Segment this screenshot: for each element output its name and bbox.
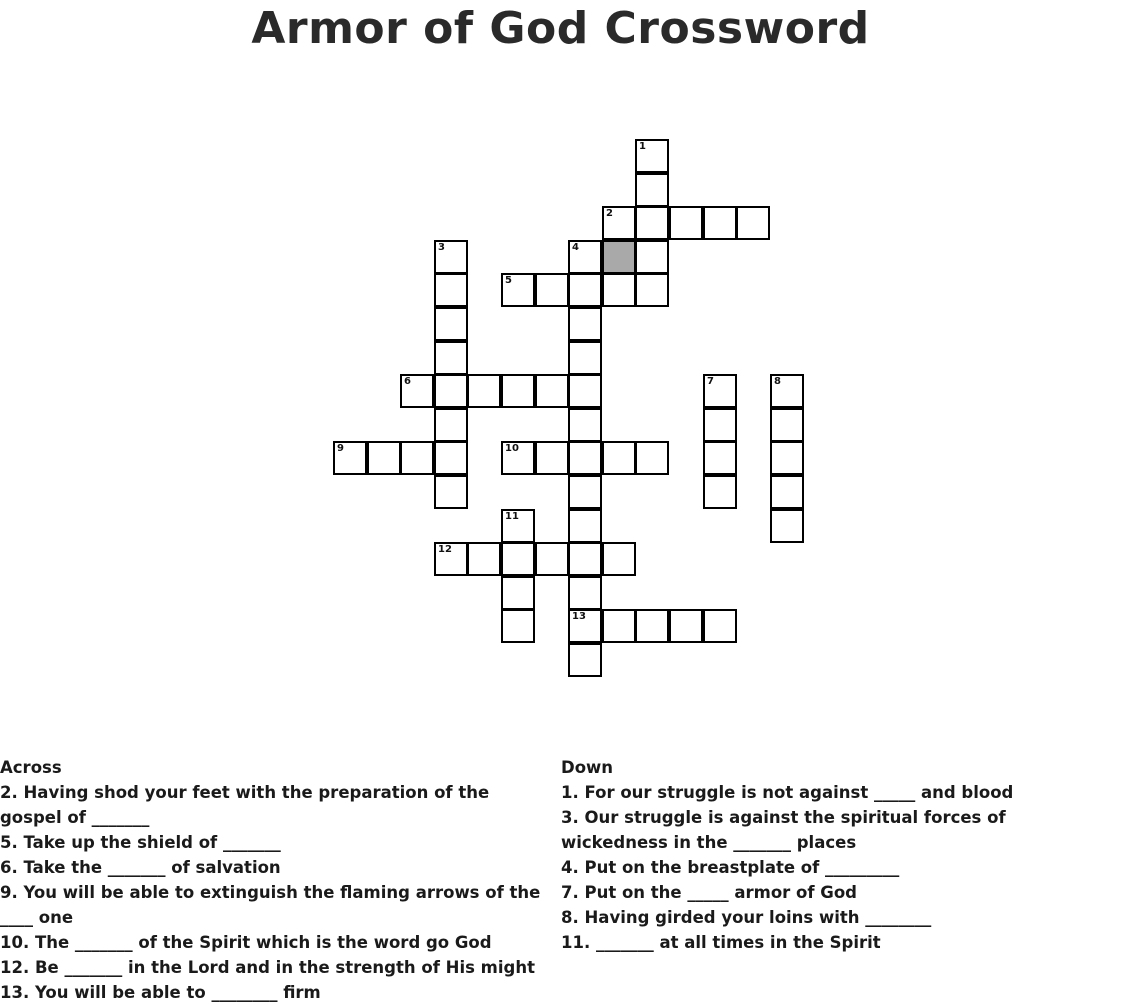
cell-number: 7	[707, 376, 714, 387]
clue-across-9[interactable]	[0, 880, 556, 930]
grid-cell[interactable]	[602, 609, 636, 643]
clue-text: Be _______ in the Lord and in the strength of His might	[34, 958, 535, 977]
grid-cell[interactable]	[568, 576, 602, 610]
grid-cell[interactable]	[635, 609, 669, 643]
grid-cell[interactable]	[535, 273, 569, 307]
grid-cell[interactable]	[770, 374, 804, 408]
grid-cell[interactable]	[568, 509, 602, 543]
grid-cell[interactable]	[568, 542, 602, 576]
grid-cell[interactable]	[434, 307, 468, 341]
clue-number: 11.	[561, 933, 591, 952]
clue-across-10[interactable]	[0, 930, 556, 955]
grid-cell[interactable]	[400, 441, 434, 475]
across-clues	[0, 755, 556, 1005]
grid-cell[interactable]	[770, 509, 804, 543]
grid-cell[interactable]	[434, 374, 468, 408]
clue-across-5[interactable]	[0, 830, 556, 855]
clue-number: 10.	[0, 933, 30, 952]
grid-cell[interactable]	[703, 408, 737, 442]
grid-cell[interactable]	[635, 240, 669, 274]
grid-cell[interactable]	[602, 273, 636, 307]
clue-text: The _______ of the Spirit which is the word go God	[34, 933, 492, 952]
grid-cell[interactable]	[501, 273, 535, 307]
grid-cell[interactable]	[434, 475, 468, 509]
grid-cell[interactable]	[535, 374, 569, 408]
grid-cell[interactable]	[568, 240, 602, 274]
across-heading: Across	[0, 758, 62, 777]
down-heading: Down	[561, 758, 614, 777]
clue-text: Put on the _____ armor of God	[584, 883, 857, 902]
grid-cell[interactable]	[568, 307, 602, 341]
grid-cell[interactable]	[400, 374, 434, 408]
grid-cell[interactable]	[535, 542, 569, 576]
grid-cell[interactable]	[568, 341, 602, 375]
grid-cell[interactable]	[602, 206, 636, 240]
clue-across-13[interactable]	[0, 980, 556, 1005]
blocked-cell	[602, 240, 636, 274]
grid-cell[interactable]	[703, 475, 737, 509]
grid-cell[interactable]	[568, 609, 602, 643]
clue-text: Having shod your feet with the preparation of the gospel of _______	[0, 783, 490, 827]
clue-number: 3.	[561, 808, 579, 827]
clue-across-6[interactable]	[0, 855, 556, 880]
clue-text: Take the _______ of salvation	[23, 858, 281, 877]
grid-cell[interactable]	[602, 542, 636, 576]
clue-text: Put on the breastplate of _________	[584, 858, 900, 877]
clue-down-11[interactable]	[561, 930, 1031, 955]
grid-cell[interactable]	[535, 441, 569, 475]
grid-cell[interactable]	[333, 441, 367, 475]
grid-cell[interactable]	[736, 206, 770, 240]
clue-number: 1.	[561, 783, 579, 802]
grid-cell[interactable]	[703, 441, 737, 475]
clue-down-7[interactable]	[561, 880, 1031, 905]
grid-cell[interactable]	[568, 643, 602, 677]
grid-cell[interactable]	[434, 341, 468, 375]
grid-cell[interactable]	[434, 441, 468, 475]
cell-number: 11	[505, 511, 519, 522]
clue-down-4[interactable]	[561, 855, 1031, 880]
cell-number: 5	[505, 275, 512, 286]
cell-number: 10	[505, 443, 519, 454]
grid-cell[interactable]	[669, 206, 703, 240]
clue-number: 8.	[561, 908, 579, 927]
clue-across-2[interactable]	[0, 780, 556, 830]
clue-text: For our struggle is not against _____ and blood	[584, 783, 1014, 802]
grid-cell[interactable]	[501, 609, 535, 643]
grid-cell[interactable]	[770, 475, 804, 509]
page-title: Armor of God Crossword	[251, 3, 870, 54]
grid-cell[interactable]	[635, 206, 669, 240]
grid-cell[interactable]	[434, 240, 468, 274]
cell-number: 12	[438, 544, 452, 555]
clue-number: 2.	[0, 783, 18, 802]
grid-cell[interactable]	[635, 139, 669, 173]
clue-down-1[interactable]	[561, 780, 1031, 805]
grid-cell[interactable]	[770, 441, 804, 475]
grid-cell[interactable]	[568, 273, 602, 307]
clue-number: 4.	[561, 858, 579, 877]
grid-cell[interactable]	[568, 441, 602, 475]
grid-cell[interactable]	[635, 441, 669, 475]
clue-text: You will be able to extinguish the flaming arrows of the ____ one	[0, 883, 541, 927]
clue-text: You will be able to ________ firm	[34, 983, 321, 1002]
clue-number: 13.	[0, 983, 30, 1002]
grid-cell[interactable]	[635, 173, 669, 207]
clue-text: Our struggle is against the spiritual forces of wickedness in the _______ places	[561, 808, 1006, 852]
clue-number: 5.	[0, 833, 18, 852]
grid-cell[interactable]	[501, 576, 535, 610]
grid-cell[interactable]	[434, 273, 468, 307]
clue-text: Having girded your loins with ________	[584, 908, 932, 927]
clue-text: Take up the shield of _______	[23, 833, 281, 852]
grid-cell[interactable]	[367, 441, 401, 475]
grid-cell[interactable]	[635, 273, 669, 307]
grid-cell[interactable]	[568, 374, 602, 408]
cell-number: 6	[404, 376, 411, 387]
grid-cell[interactable]	[501, 542, 535, 576]
grid-cell[interactable]	[703, 374, 737, 408]
down-clues	[561, 755, 1031, 955]
grid-cell[interactable]	[501, 441, 535, 475]
grid-cell[interactable]	[467, 542, 501, 576]
grid-cell[interactable]	[501, 374, 535, 408]
grid-cell[interactable]	[568, 475, 602, 509]
cell-number: 9	[337, 443, 344, 454]
cell-number: 13	[572, 611, 586, 622]
cell-number: 4	[572, 242, 579, 253]
clue-across-12[interactable]	[0, 955, 556, 980]
clue-number: 6.	[0, 858, 18, 877]
grid-cell[interactable]	[602, 441, 636, 475]
cell-number: 2	[606, 208, 613, 219]
grid-cell[interactable]	[703, 206, 737, 240]
grid-cell[interactable]	[501, 509, 535, 543]
cell-number: 3	[438, 242, 445, 253]
grid-cell[interactable]	[434, 408, 468, 442]
grid-cell[interactable]	[568, 408, 602, 442]
clue-text: _______ at all times in the Spirit	[595, 933, 881, 952]
grid-cell[interactable]	[669, 609, 703, 643]
clue-down-3[interactable]	[561, 805, 1031, 855]
clue-down-8[interactable]	[561, 905, 1031, 930]
clue-number: 9.	[0, 883, 18, 902]
grid-cell[interactable]	[770, 408, 804, 442]
clue-number: 7.	[561, 883, 579, 902]
grid-cell[interactable]	[703, 609, 737, 643]
grid-cell[interactable]	[434, 542, 468, 576]
cell-number: 1	[639, 141, 646, 152]
clue-number: 12.	[0, 958, 30, 977]
grid-cell[interactable]	[467, 374, 501, 408]
cell-number: 8	[774, 376, 781, 387]
